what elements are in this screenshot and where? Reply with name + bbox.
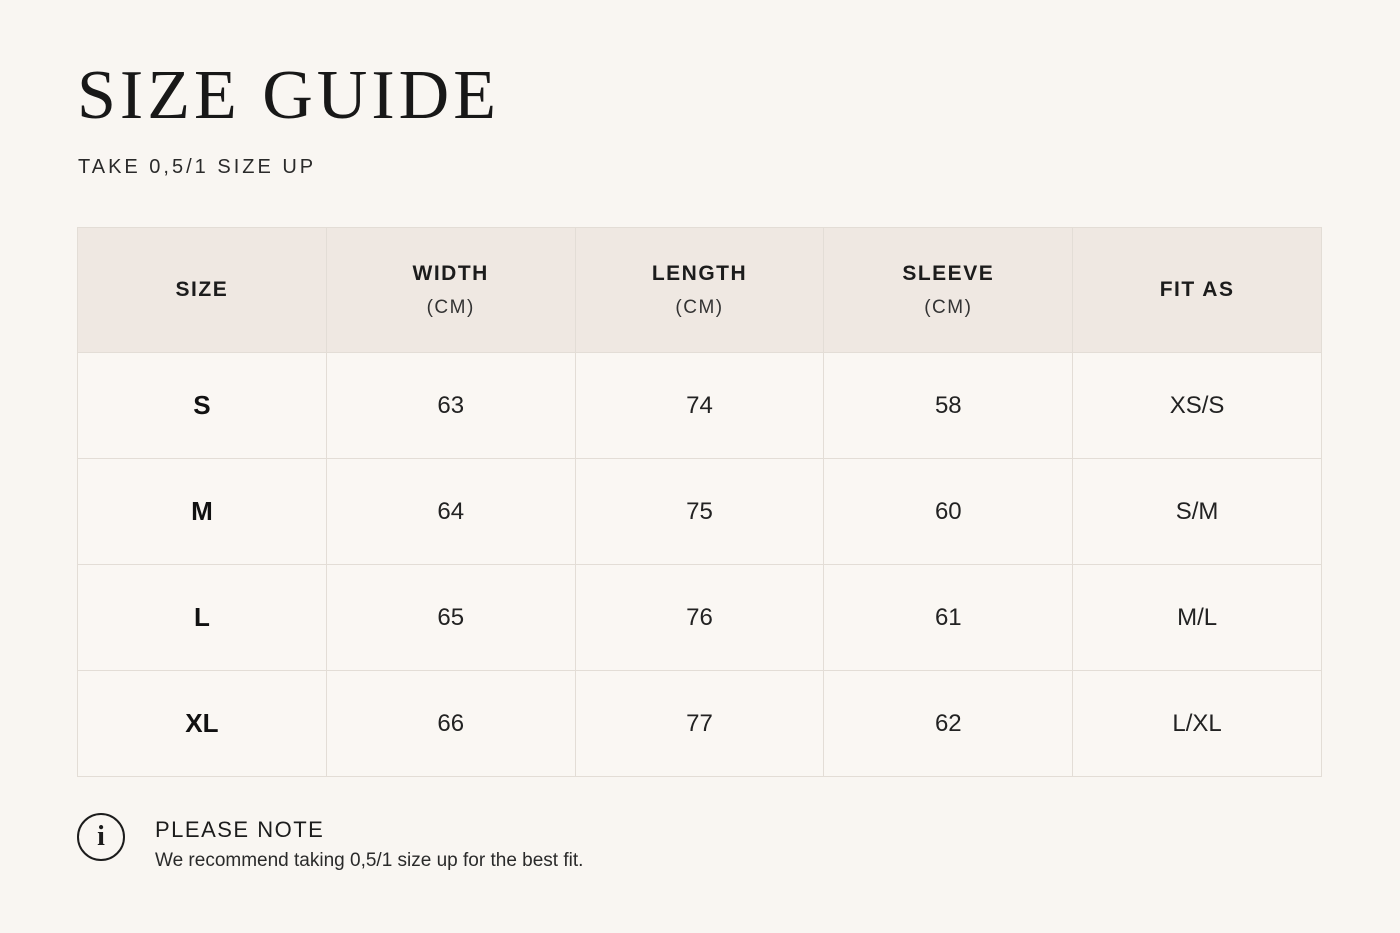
table-row: [78, 353, 1322, 459]
size-cell: M: [78, 459, 327, 565]
header-width: [326, 228, 575, 353]
width-cell: 63: [326, 353, 575, 459]
header-sleeve: [824, 228, 1073, 353]
table-row: [78, 671, 1322, 777]
length-cell: 74: [575, 353, 824, 459]
header-fit-as: [1073, 228, 1322, 353]
size-cell: S: [78, 353, 327, 459]
fit-as-cell: XS/S: [1073, 353, 1322, 459]
fit-as-cell: S/M: [1073, 459, 1322, 565]
table-row: [78, 459, 1322, 565]
sleeve-cell: 61: [824, 565, 1073, 671]
header-unit: (CM): [426, 297, 475, 318]
header-size: [78, 228, 327, 353]
length-cell: 75: [575, 459, 824, 565]
size-cell: XL: [78, 671, 327, 777]
size-table: [77, 227, 1322, 777]
note-text: We recommend taking 0,5/1 size up for the best fit.: [155, 850, 584, 871]
table-body: [78, 353, 1322, 777]
fit-as-cell: L/XL: [1073, 671, 1322, 777]
header-row: [78, 228, 1322, 353]
header-label: SIZE: [175, 278, 229, 301]
header-label: FIT AS: [1159, 278, 1235, 301]
header-unit: (CM): [675, 297, 724, 318]
please-note: [77, 813, 777, 873]
table-header: [78, 228, 1322, 353]
length-cell: 77: [575, 671, 824, 777]
length-cell: 76: [575, 565, 824, 671]
sleeve-cell: 62: [824, 671, 1073, 777]
info-icon: i: [77, 813, 125, 861]
sleeve-cell: 58: [824, 353, 1073, 459]
note-title: PLEASE NOTE: [155, 817, 325, 842]
size-cell: L: [78, 565, 327, 671]
width-cell: 64: [326, 459, 575, 565]
sleeve-cell: 60: [824, 459, 1073, 565]
header-unit: (CM): [924, 297, 973, 318]
header-label: LENGTH: [651, 262, 748, 285]
page-subtitle: TAKE 0,5/1 SIZE UP: [78, 156, 317, 178]
fit-as-cell: M/L: [1073, 565, 1322, 671]
width-cell: 66: [326, 671, 575, 777]
width-cell: 65: [326, 565, 575, 671]
table-row: [78, 565, 1322, 671]
header-label: SLEEVE: [902, 262, 995, 285]
header-label: WIDTH: [412, 262, 489, 285]
page-title: SIZE GUIDE: [77, 57, 500, 134]
header-length: [575, 228, 824, 353]
